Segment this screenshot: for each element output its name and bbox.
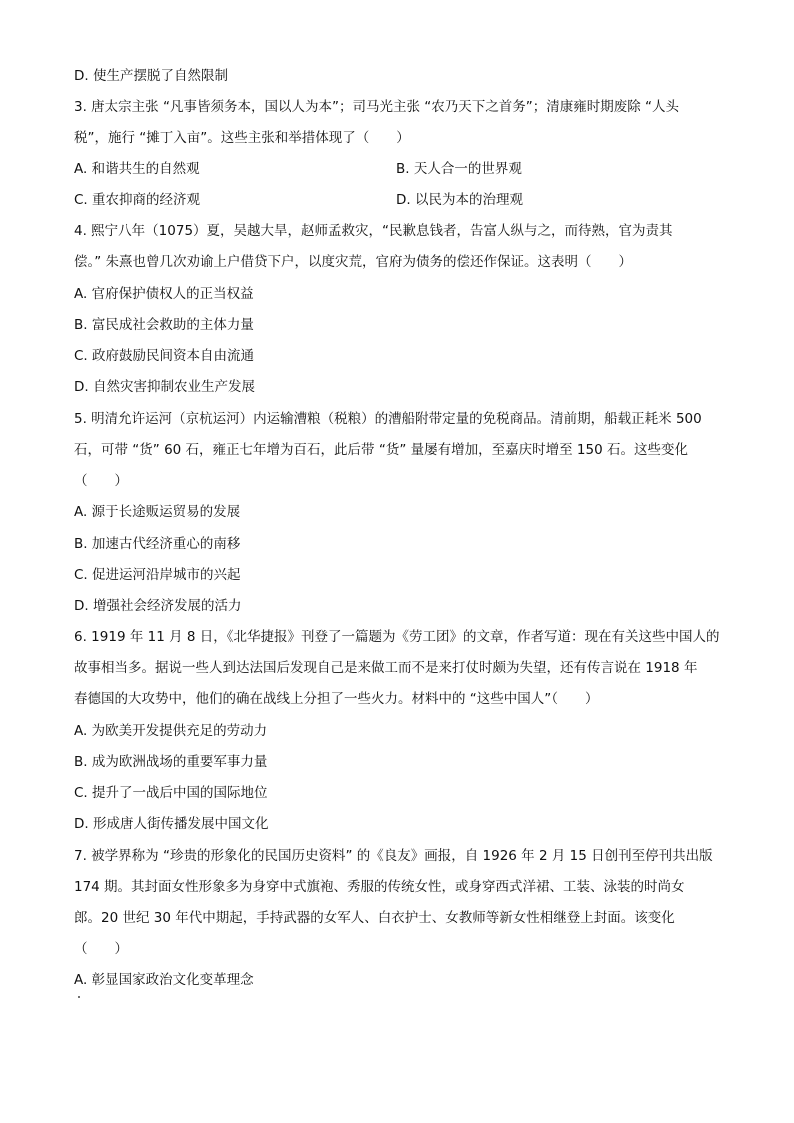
q4-option-c: C. 政府鼓励民间资本自由流通 — [74, 348, 255, 364]
q2-option-d: D. 使生产摆脱了自然限制 — [74, 68, 228, 84]
q3-option-a: A. 和谐共生的自然观 — [74, 161, 200, 177]
q3-option-d: D. 以民为本的治理观 — [396, 192, 523, 208]
q5-stem-line-1: 5. 明清允许运河（京杭运河）内运输漕粮（税粮）的漕船附带定量的免税商品。清前期，船载正耗米 500 — [74, 411, 702, 427]
q7-stem-line-2: 174 期。其封面女性形象多为身穿中式旗袍、秀服的传统女性，或身穿西式洋裙、工装、泳装的时尚女 — [74, 879, 685, 895]
q6-option-c: C. 提升了一战后中国的国际地位 — [74, 785, 268, 801]
stray-mark — [78, 996, 80, 998]
q7-stem-line-1: 7. 被学界称为 “珍贵的形象化的民国历史资料” 的《良友》画报，自 1926 年 2 月 15 日创刊至停刊共出版 — [74, 848, 713, 864]
q7-option-a: A. 彰显国家政治文化变革理念 — [74, 972, 254, 988]
q4-stem-line-2: 偿。” 朱熹也曾几次劝谕上户借贷下户，以度灾荒，官府为债务的偿还作保证。这表明（ ） — [74, 254, 633, 270]
q6-option-b: B. 成为欧洲战场的重要军事力量 — [74, 754, 268, 770]
q7-stem-line-3: 郎。20 世纪 30 年代中期起，手持武器的女军人、白衣护士、女教师等新女性相继登上封面。该变化 — [74, 910, 675, 926]
q6-stem-line-3: 春德国的大攻势中，他们的确在战线上分担了一些火力。材料中的 “这些中国人”（ ） — [74, 691, 599, 707]
q6-stem-line-2: 故事相当多。据说一些人到达法国后发现自己是来做工而不是来打仗时颇为失望，还有传言说在 1918 年 — [74, 660, 698, 676]
q5-option-b: B. 加速古代经济重心的南移 — [74, 536, 241, 552]
q3-stem-line-2: 税”，施行 “摊丁入亩”。这些主张和举措体现了（ ） — [74, 130, 410, 146]
q3-stem-line-1: 3. 唐太宗主张 “凡事皆须务本，国以人为本”；司马光主张 “农乃天下之首务”；清康雍时期废除 “人头 — [74, 99, 680, 115]
q5-stem-line-3: （ ） — [74, 473, 128, 489]
q4-option-b: B. 富民成社会救助的主体力量 — [74, 317, 254, 333]
q4-option-d: D. 自然灾害抑制农业生产发展 — [74, 379, 255, 395]
q5-option-d: D. 增强社会经济发展的活力 — [74, 598, 242, 614]
q4-stem-line-1: 4. 熙宁八年（1075）夏，吴越大旱，赵师孟救灾，“民歉息钱者，告富人纵与之，而待熟，官为责其 — [74, 223, 673, 239]
q5-option-a: A. 源于长途贩运贸易的发展 — [74, 504, 241, 520]
q6-stem-line-1: 6. 1919 年 11 月 8 日，《北华捷报》刊登了一篇题为《劳工团》的文章，作者写道：现在有关这些中国人的 — [74, 629, 720, 645]
q3-option-b: B. 天人合一的世界观 — [396, 161, 522, 177]
q5-option-c: C. 促进运河沿岸城市的兴起 — [74, 567, 241, 583]
q6-option-a: A. 为欧美开发提供充足的劳动力 — [74, 723, 268, 739]
q3-option-c: C. 重农抑商的经济观 — [74, 192, 201, 208]
q7-stem-line-4: （ ） — [74, 941, 128, 957]
q5-stem-line-2: 石，可带 “货” 60 石，雍正七年增为百石，此后带 “货” 量屡有增加，至嘉庆时增至 150 石。这些变化 — [74, 442, 688, 458]
q4-option-a: A. 官府保护债权人的正当权益 — [74, 286, 254, 302]
q6-option-d: D. 形成唐人街传播发展中国文化 — [74, 816, 269, 832]
